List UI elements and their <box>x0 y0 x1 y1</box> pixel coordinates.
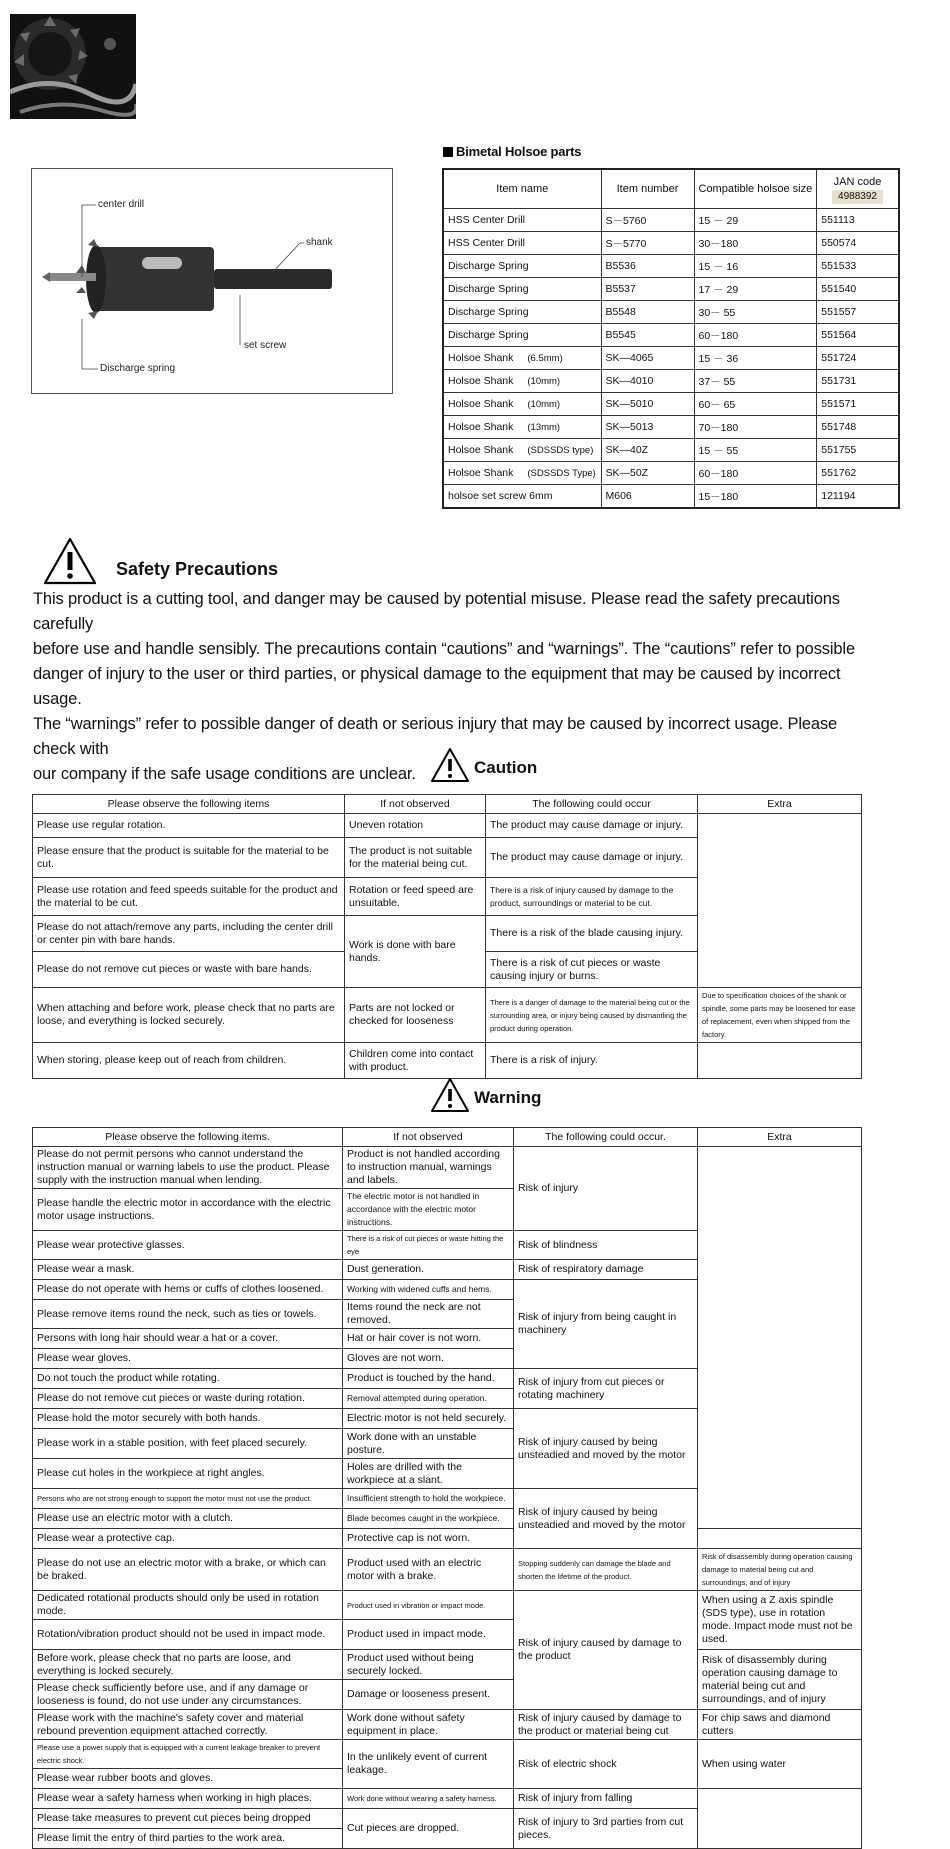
warning-extra: Risk of disassembly during operation causing damage to material being cut and surroundings, and of injury <box>698 1549 862 1591</box>
warning-item: Please do not permit persons who cannot understand the instruction manual or warning labels to use the product. Please supply with the instruction manual when lending. <box>33 1147 343 1189</box>
part-jan: 551724 <box>817 347 899 370</box>
part-name-text: HSS Center Drill <box>448 237 526 249</box>
warning-item: Please use a power supply that is equipped with a current leakage breaker to prevent electric shock. <box>33 1740 343 1769</box>
warning-occur: Risk of injury <box>514 1147 698 1231</box>
parts-header-number: Item number <box>601 169 694 209</box>
warning-extra: Risk of disassembly during operation causing damage to material being cut and surroundings, and of injury <box>698 1650 862 1710</box>
part-name <box>443 278 601 301</box>
caution-item: Please ensure that the product is suitable for the material to be cut. <box>33 838 345 878</box>
warning-observed: Electric motor is not held securely. <box>343 1409 514 1429</box>
parts-header-jan: JAN code 4988392 <box>817 169 899 209</box>
warning-item: Please limit the entry of third parties to the work area. <box>33 1829 343 1849</box>
table-row <box>33 1591 862 1620</box>
part-size: 60－180 <box>694 324 817 347</box>
parts-row <box>443 209 899 232</box>
parts-header-size: Compatible holsoe size <box>694 169 817 209</box>
table-row <box>33 1529 862 1549</box>
caution-table <box>32 794 862 1079</box>
warning-item: Rotation/vibration product should not be used in impact mode. <box>33 1620 343 1650</box>
warning-observed: Product used in impact mode. <box>343 1620 514 1650</box>
part-size: 17 － 29 <box>694 278 817 301</box>
parts-row <box>443 301 899 324</box>
part-note: (10mm) <box>527 399 561 410</box>
warning-header: Extra <box>698 1128 862 1147</box>
warning-occur: Risk of respiratory damage <box>514 1260 698 1280</box>
part-jan: 551540 <box>817 278 899 301</box>
center-drill-label: center drill <box>98 199 145 210</box>
warning-observed: Protective cap is not worn. <box>343 1529 514 1549</box>
warning-observed: Work done without safety equipment in place. <box>343 1710 514 1740</box>
part-name <box>443 347 601 370</box>
warning-item: Please hold the motor securely with both hands. <box>33 1409 343 1429</box>
warning-item: Dedicated rotational products should only be used in rotation mode. <box>33 1591 343 1620</box>
caution-header-row <box>33 795 862 814</box>
set-screw-label: set screw <box>244 340 287 351</box>
warning-item: Persons with long hair should wear a hat or a cover. <box>33 1329 343 1349</box>
caution-header: Extra <box>698 795 862 814</box>
caution-header: If not observed <box>345 795 486 814</box>
holesaw-photo <box>10 14 136 119</box>
warning-item: Please wear gloves. <box>33 1349 343 1369</box>
warning-occur: Risk of injury from cut pieces or rotating machinery <box>514 1369 698 1409</box>
warning-observed: Gloves are not worn. <box>343 1349 514 1369</box>
part-size: 70－180 <box>694 416 817 439</box>
warning-occur: Risk of injury from falling <box>514 1789 698 1809</box>
part-jan: 551113 <box>817 209 899 232</box>
part-jan: 551762 <box>817 462 899 485</box>
part-name-text: Discharge Spring <box>448 283 529 295</box>
part-number: S－5770 <box>601 232 694 255</box>
caution-observed: Uneven rotation <box>345 814 486 838</box>
part-number: B5537 <box>601 278 694 301</box>
holesaw-diagram <box>31 168 393 394</box>
part-note: (6.5mm) <box>527 353 563 364</box>
warning-triangle-icon <box>42 536 98 586</box>
caution-extra: Due to specification choices of the shank or spindle, some parts may be loosened for ease of replacement, even when shipped from the factory. <box>698 988 862 1043</box>
table-row <box>33 1789 862 1809</box>
caution-observed: Parts are not locked or checked for looseness <box>345 988 486 1043</box>
warning-item: Please wear rubber boots and gloves. <box>33 1769 343 1789</box>
caution-occur: There is a danger of damage to the material being cut or the surrounding area, or injury being caused by dismantling the product during operation. <box>486 988 698 1043</box>
caution-observed: The product is not suitable for the material being cut. <box>345 838 486 878</box>
part-name-text: Holsoe Shank <box>448 398 514 410</box>
caution-observed: Children come into contact with product. <box>345 1043 486 1079</box>
caution-item: Please use rotation and feed speeds suitable for the product and the material to be cut. <box>33 878 345 916</box>
part-size: 15 － 29 <box>694 209 817 232</box>
warning-item: Please work in a stable position, with feet placed securely. <box>33 1429 343 1459</box>
part-name <box>443 232 601 255</box>
parts-row <box>443 485 899 509</box>
warning-observed: There is a risk of cut pieces or waste hitting the eye <box>343 1231 514 1260</box>
part-name-text: Holsoe Shank <box>448 467 514 479</box>
parts-row <box>443 324 899 347</box>
caution-item: Please use regular rotation. <box>33 814 345 838</box>
part-name-text: Discharge Spring <box>448 306 529 318</box>
parts-row <box>443 255 899 278</box>
part-name <box>443 301 601 324</box>
part-name <box>443 462 601 485</box>
warning-item: Please wear a safety harness when working in high places. <box>33 1789 343 1809</box>
warning-item: Please cut holes in the workpiece at right angles. <box>33 1459 343 1489</box>
warning-observed: Removal attempted during operation. <box>343 1389 514 1409</box>
part-number: B5536 <box>601 255 694 278</box>
part-name <box>443 255 601 278</box>
part-number: S－5760 <box>601 209 694 232</box>
part-name <box>443 370 601 393</box>
part-name-text: Discharge Spring <box>448 260 529 272</box>
part-name-text: Holsoe Shank <box>448 421 514 433</box>
caution-title: Caution <box>474 758 538 777</box>
warning-observed: Product is touched by the hand. <box>343 1369 514 1389</box>
warning-item: Please wear a protective cap. <box>33 1529 343 1549</box>
table-row <box>33 988 862 1043</box>
part-jan: 551533 <box>817 255 899 278</box>
part-number: B5545 <box>601 324 694 347</box>
warning-occur: Risk of injury from being caught in machinery <box>514 1280 698 1369</box>
part-jan: 551731 <box>817 370 899 393</box>
part-number: M606 <box>601 485 694 509</box>
warning-occur: Risk of injury to 3rd parties from cut pieces. <box>514 1809 698 1849</box>
warning-occur: Stopping suddenly can damage the blade and shorten the lifetime of the product. <box>514 1549 698 1591</box>
warning-item: Please check sufficiently before use, and if any damage or looseness is found, do not use under any circumstances. <box>33 1680 343 1710</box>
caution-occur: The product may cause damage or injury. <box>486 838 698 878</box>
part-size: 30－180 <box>694 232 817 255</box>
part-note: (13mm) <box>527 422 561 433</box>
part-jan: 551571 <box>817 393 899 416</box>
parts-header-name: Item name <box>443 169 601 209</box>
warning-header: If not observed <box>343 1128 514 1147</box>
part-size: 60－180 <box>694 462 817 485</box>
warning-observed: Insufficient strength to hold the workpiece. <box>343 1489 514 1509</box>
caution-occur: There is a risk of injury caused by damage to the product, surroundings or material to be cut. <box>486 878 698 916</box>
warning-item: Before work, please check that no parts are loose, and everything is locked securely. <box>33 1650 343 1680</box>
warning-item: Please wear protective glasses. <box>33 1231 343 1260</box>
table-row <box>33 814 862 838</box>
warning-item: Persons who are not strong enough to support the motor must not use the product. <box>33 1489 343 1509</box>
caution-extra-empty <box>698 1043 862 1079</box>
warning-extra-empty <box>698 1789 862 1849</box>
parts-row <box>443 278 899 301</box>
warning-title: Warning <box>474 1088 542 1107</box>
warning-occur: Risk of injury caused by damage to the product or material being cut <box>514 1710 698 1740</box>
warning-table <box>32 1127 862 1849</box>
shank-label: shank <box>306 237 333 248</box>
part-number: SK—5013 <box>601 416 694 439</box>
part-size: 60－ 65 <box>694 393 817 416</box>
part-name <box>443 416 601 439</box>
caution-occur: There is a risk of cut pieces or waste causing injury or burns. <box>486 952 698 988</box>
warning-observed: Cut pieces are dropped. <box>343 1809 514 1849</box>
part-jan: 121194 <box>817 485 899 509</box>
safety-line: our company if the safe usage conditions are unclear. <box>33 765 416 783</box>
warning-observed: The electric motor is not handled in accordance with the electric motor instructions. <box>343 1189 514 1231</box>
warning-observed: Product is not handled according to instruction manual, warnings and labels. <box>343 1147 514 1189</box>
parts-title-text: Bimetal Holsoe parts <box>456 144 582 159</box>
part-jan: 551748 <box>817 416 899 439</box>
warning-header-row <box>33 1128 862 1147</box>
part-name-text: Holsoe Shank <box>448 352 514 364</box>
caution-occur: The product may cause damage or injury. <box>486 814 698 838</box>
parts-row <box>443 393 899 416</box>
part-jan: 551557 <box>817 301 899 324</box>
part-number: SK—5010 <box>601 393 694 416</box>
warning-item: Please do not operate with hems or cuffs of clothes loosened. <box>33 1280 343 1300</box>
part-name-text: Discharge Spring <box>448 329 529 341</box>
warning-observed: Product used without being securely locked. <box>343 1650 514 1680</box>
warning-item: Please work with the machine's safety cover and material rebound prevention equipment attached correctly. <box>33 1710 343 1740</box>
part-number: SK—4010 <box>601 370 694 393</box>
warning-occur: Risk of blindness <box>514 1231 698 1260</box>
warning-observed: Working with widened cuffs and hems. <box>343 1280 514 1300</box>
warning-header: The following could occur. <box>514 1128 698 1147</box>
part-number: SK—4065 <box>601 347 694 370</box>
warning-extra-empty <box>698 1147 862 1529</box>
warning-occur: Risk of injury caused by being unsteadied and moved by the motor <box>514 1489 698 1549</box>
parts-row <box>443 462 899 485</box>
discharge-spring-label: Discharge spring <box>100 363 176 374</box>
warning-item: Please take measures to prevent cut pieces being dropped <box>33 1809 343 1829</box>
warning-occur: Risk of electric shock <box>514 1740 698 1789</box>
parts-row <box>443 232 899 255</box>
safety-line: before use and handle sensibly. The precautions contain “cautions” and “warnings”. The “cautions” refer to possible <box>33 640 855 658</box>
warning-observed: Items round the neck are not removed. <box>343 1300 514 1329</box>
part-name <box>443 393 601 416</box>
warning-observed: Product used in vibration or impact mode. <box>343 1591 514 1620</box>
parts-row <box>443 347 899 370</box>
part-jan: 550574 <box>817 232 899 255</box>
part-size: 15 － 55 <box>694 439 817 462</box>
parts-header-row <box>443 169 899 209</box>
square-bullet-icon <box>443 147 453 157</box>
safety-line: This product is a cutting tool, and danger may be caused by potential misuse. Please read the safety precautions carefully <box>33 590 840 633</box>
parts-title <box>443 144 581 159</box>
safety-line: The “warnings” refer to possible danger of death or serious injury that may be caused by incorrect usage. Please check with <box>33 715 838 758</box>
warning-item: Do not touch the product while rotating. <box>33 1369 343 1389</box>
part-size: 30－ 55 <box>694 301 817 324</box>
parts-row <box>443 416 899 439</box>
warning-occur: Risk of injury caused by being unsteadied and moved by the motor <box>514 1409 698 1489</box>
warning-item: Please use an electric motor with a clutch. <box>33 1509 343 1529</box>
part-size: 15－180 <box>694 485 817 509</box>
warning-heading-triangle-icon <box>430 1077 470 1113</box>
part-name <box>443 324 601 347</box>
warning-item: Please handle the electric motor in accordance with the electric motor usage instructions. <box>33 1189 343 1231</box>
warning-observed: Hat or hair cover is not worn. <box>343 1329 514 1349</box>
warning-item: Please do not use an electric motor with a brake, or which can be braked. <box>33 1549 343 1591</box>
caution-observed: Work is done with bare hands. <box>345 916 486 988</box>
warning-item: Please do not remove cut pieces or waste during rotation. <box>33 1389 343 1409</box>
warning-item: Please remove items round the neck, such as ties or towels. <box>33 1300 343 1329</box>
part-name <box>443 209 601 232</box>
part-name <box>443 439 601 462</box>
caution-triangle-icon <box>430 747 470 783</box>
warning-observed: Blade becomes caught in the workpiece. <box>343 1509 514 1529</box>
warning-observed: Damage or looseness present. <box>343 1680 514 1710</box>
part-size: 15 － 36 <box>694 347 817 370</box>
part-name-text: HSS Center Drill <box>448 214 526 226</box>
warning-observed: Work done with an unstable posture. <box>343 1429 514 1459</box>
table-row <box>33 1740 862 1769</box>
parts-table <box>442 168 900 509</box>
part-name-text: Holsoe Shank <box>448 444 514 456</box>
caution-header: Please observe the following items <box>33 795 345 814</box>
warning-observed: Product used with an electric motor with a brake. <box>343 1549 514 1591</box>
part-jan: 551755 <box>817 439 899 462</box>
safety-line: danger of injury to the user or third parties, or physical damage to the equipment that may be caused by incorrect usage. <box>33 665 841 708</box>
warning-extra: For chip saws and diamond cutters <box>698 1710 862 1740</box>
caution-item: Please do not remove cut pieces or waste with bare hands. <box>33 952 345 988</box>
parts-row <box>443 370 899 393</box>
caution-extra-empty <box>698 814 862 988</box>
table-row <box>33 1549 862 1591</box>
part-number: B5548 <box>601 301 694 324</box>
part-note: (SDSSDS type) <box>527 445 594 456</box>
warning-header: Please observe the following items. <box>33 1128 343 1147</box>
warning-observed: Dust generation. <box>343 1260 514 1280</box>
warning-observed: In the unlikely event of current leakage. <box>343 1740 514 1789</box>
part-jan: 551564 <box>817 324 899 347</box>
part-size: 37－ 55 <box>694 370 817 393</box>
part-number: SK—40Z <box>601 439 694 462</box>
table-row <box>33 1043 862 1079</box>
warning-observed: Work done without wearing a safety harness. <box>343 1789 514 1809</box>
warning-extra-empty <box>698 1529 862 1549</box>
caution-item: When storing, please keep out of reach from children. <box>33 1043 345 1079</box>
warning-observed: Holes are drilled with the workpiece at a slant. <box>343 1459 514 1489</box>
parts-row <box>443 439 899 462</box>
part-note: (SDSSDS Type) <box>527 468 596 479</box>
warning-extra: When using water <box>698 1740 862 1789</box>
part-size: 15 － 16 <box>694 255 817 278</box>
part-number: SK—50Z <box>601 462 694 485</box>
warning-extra: When using a Z axis spindle (SDS type), use in rotation mode. Impact mode must not be used. <box>698 1591 862 1650</box>
table-row <box>33 1710 862 1740</box>
warning-item: Please wear a mask. <box>33 1260 343 1280</box>
part-name-text: Holsoe Shank <box>448 375 514 387</box>
caution-item: Please do not attach/remove any parts, including the center drill or center pin with bare hands. <box>33 916 345 952</box>
part-note: (10mm) <box>527 376 561 387</box>
caution-item: When attaching and before work, please check that no parts are loose, and everything is locked securely. <box>33 988 345 1043</box>
safety-title: Safety Precautions <box>116 559 279 579</box>
table-row <box>33 1650 862 1680</box>
caution-observed: Rotation or feed speed are unsuitable. <box>345 878 486 916</box>
caution-occur: There is a risk of injury. <box>486 1043 698 1079</box>
caution-header: The following could occur <box>486 795 698 814</box>
caution-occur: There is a risk of the blade causing injury. <box>486 916 698 952</box>
warning-occur: Risk of injury caused by damage to the product <box>514 1591 698 1710</box>
part-name-text: holsoe set screw 6mm <box>448 490 553 502</box>
part-name <box>443 485 601 509</box>
jan-prefix: 4988392 <box>832 190 883 204</box>
table-row <box>33 1147 862 1189</box>
